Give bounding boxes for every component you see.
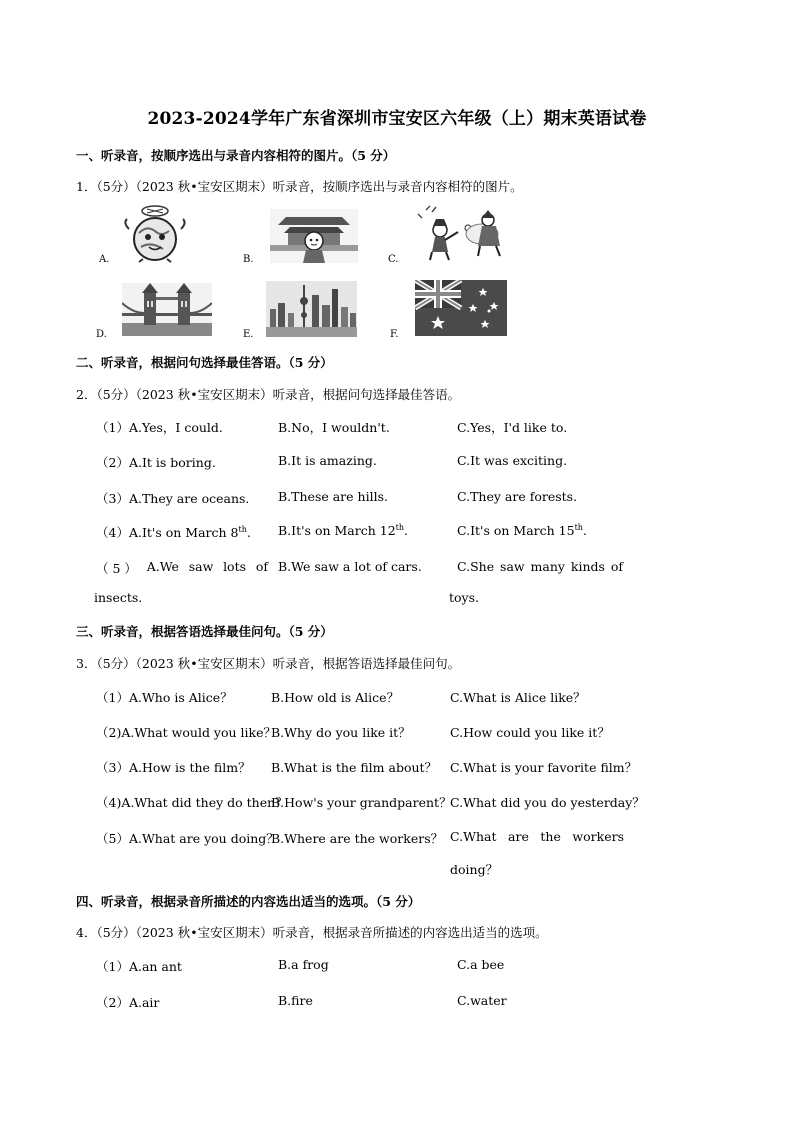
option-label-f: F. [390, 329, 399, 340]
q2-3-option-b[interactable]: B.These are hills. [278, 489, 388, 504]
shanghai-skyline-icon[interactable] [266, 281, 357, 337]
page-title: 2023-2024学年广东省深圳市宝安区六年级（上）期末英语试卷 [147, 109, 647, 129]
q2-2-option-c[interactable]: C.It was exciting. [457, 453, 568, 468]
q2-4-option-b[interactable]: B.It's on March 12th. [278, 523, 409, 539]
q2-3-option-c[interactable]: C.They are forests. [457, 489, 578, 504]
section-heading-1: 一、听录音，按顺序选出与录音内容相符的图片。（5 分） [76, 148, 396, 163]
option-label-a: A. [99, 254, 110, 265]
q3-1-option-a[interactable]: （1）A.Who is Alice？ [96, 690, 233, 705]
q3-5-option-b[interactable]: B.Where are the workers？ [271, 831, 444, 846]
q3-5-option-c-continued: doing？ [450, 862, 499, 877]
q3-3-option-a[interactable]: （3）A.How is the film？ [96, 760, 251, 775]
snow-fight-icon[interactable] [416, 204, 504, 262]
q3-2-option-b[interactable]: B.Why do you like it？ [271, 725, 411, 740]
q4-1-option-c[interactable]: C.a bee [457, 957, 505, 972]
q3-4-option-c[interactable]: C.What did you do yesterday？ [450, 795, 645, 810]
q3-2-option-a[interactable]: （2)A.What would you like？ [96, 725, 277, 740]
q2-5-option-a-continued: insects. [94, 590, 143, 605]
q3-2-option-c[interactable]: C.How could you like it？ [450, 725, 610, 740]
q2-5-option-a[interactable]: （ 5 ） A.We saw lots of [96, 559, 268, 576]
tower-bridge-icon[interactable] [122, 283, 212, 336]
option-label-e: E. [243, 329, 254, 340]
q3-3-option-b[interactable]: B.What is the film about？ [271, 760, 438, 775]
section-heading-3: 三、听录音，根据答语选择最佳问句。（5 分） [76, 624, 333, 639]
section-heading-2: 二、听录音，根据问句选择最佳答语。（5 分） [76, 355, 333, 370]
q2-5-option-b[interactable]: B.We saw a lot of cars. [278, 559, 422, 574]
q3-5-option-a[interactable]: （5）A.What are you doing？ [96, 831, 279, 846]
q4-2-option-a[interactable]: （2）A.air [96, 995, 160, 1010]
q2-4-option-a[interactable]: （4）A.It's on March 8th. [96, 524, 251, 540]
tiananmen-girl-icon[interactable] [270, 209, 358, 263]
q2-2-option-a[interactable]: （2）A.It is boring. [96, 455, 216, 470]
question-1-header: 1．（5分）（2023 秋•宝安区期末）听录音，按顺序选出与录音内容相符的图片。 [76, 179, 523, 194]
q3-1-option-c[interactable]: C.What is Alice like？ [450, 690, 586, 705]
q2-2-option-b[interactable]: B.It is amazing. [278, 453, 377, 468]
q2-1-option-c[interactable]: C.Yes，I'd like to. [457, 420, 568, 435]
australia-flag-icon[interactable] [415, 280, 507, 336]
q3-3-option-c[interactable]: C.What is your favorite film？ [450, 760, 638, 775]
q2-4-option-c[interactable]: C.It's on March 15th. [457, 523, 587, 539]
question-2-header: 2．（5分）（2023 秋•宝安区期末）听录音，根据问句选择最佳答语。 [76, 387, 461, 402]
q2-1-option-b[interactable]: B.No，I wouldn't. [278, 420, 390, 435]
q3-5-option-c[interactable]: C.What are the workers [450, 829, 624, 844]
q3-4-option-a[interactable]: （4)A.What did they do then？ [96, 795, 288, 810]
q2-3-option-a[interactable]: （3）A.They are oceans. [96, 491, 250, 506]
q4-1-option-a[interactable]: （1）A.an ant [96, 959, 182, 974]
earth-cartoon-icon[interactable] [117, 203, 192, 263]
question-3-header: 3．（5分）（2023 秋•宝安区期末）听录音，根据答语选择最佳问句。 [76, 656, 461, 671]
q4-1-option-b[interactable]: B.a frog [278, 957, 329, 972]
option-label-b: B. [243, 254, 254, 265]
question-4-header: 4．（5分）（2023 秋•宝安区期末）听录音，根据录音所描述的内容选出适当的选项。 [76, 925, 548, 940]
option-label-c: C. [388, 254, 399, 265]
section-heading-4: 四、听录音，根据录音所描述的内容选出适当的选项。（5 分） [76, 894, 421, 909]
q3-4-option-b[interactable]: B.How's your grandparent？ [271, 795, 452, 810]
q3-1-option-b[interactable]: B.How old is Alice？ [271, 690, 400, 705]
q2-5-option-c[interactable]: C.She saw many kinds of [457, 559, 623, 574]
q4-2-option-b[interactable]: B.fire [278, 993, 313, 1008]
q4-2-option-c[interactable]: C.water [457, 993, 507, 1008]
q2-5-option-c-continued: toys. [449, 590, 479, 605]
option-label-d: D. [96, 329, 107, 340]
q2-1-option-a[interactable]: （1）A.Yes，I could. [96, 420, 223, 435]
